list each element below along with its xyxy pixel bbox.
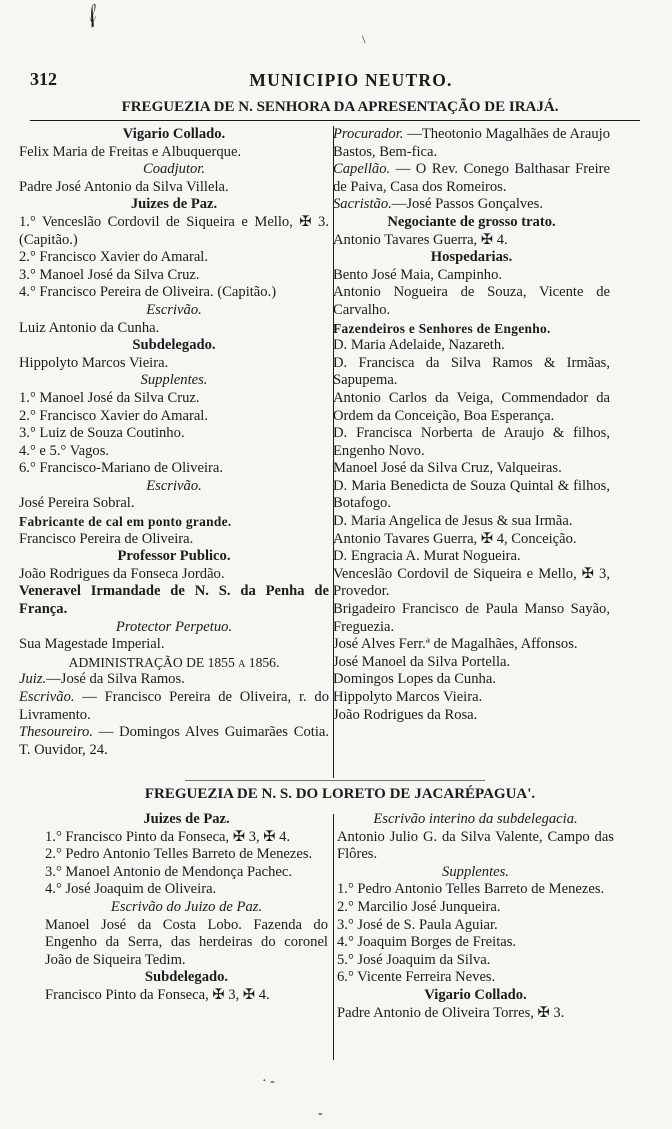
entry-line: João Rodrigues da Rosa.	[333, 706, 478, 723]
entry-line: 1.° Manoel José da Silva Cruz.	[19, 389, 200, 406]
role-heading: Supplentes.	[442, 863, 509, 880]
section-heading: Subdelegado.	[144, 969, 229, 986]
role-heading: Escrivão.	[146, 301, 202, 318]
role-label: Procurador.	[333, 126, 404, 142]
entry-line: Padre José Antonio da Silva Villela.	[19, 178, 229, 195]
role-label: Juiz.	[19, 671, 47, 688]
entry-line: Sua Magestade Imperial.	[19, 636, 165, 653]
section-heading: Juizes de Paz.	[143, 811, 230, 827]
entry-line: 3.° Luiz de Souza Coutinho.	[19, 425, 185, 442]
bottom-mark-2: -	[318, 1106, 323, 1121]
entry-line: 2.° Pedro Antonio Telles Barreto de Menezes.	[45, 846, 313, 863]
role-label: Capellão.	[333, 161, 391, 178]
section-heading: Subdelegado.	[132, 337, 216, 354]
entry-line: 4.° Francisco Pereira de Oliveira. (Capitão.)	[19, 284, 277, 301]
entry-line: D. Maria Adelaide, Nazareth.	[333, 337, 505, 354]
role-heading: Coadjutor.	[142, 161, 206, 178]
entry-line: Antonio Nogueira de Souza, Vicente de Carvalho.	[333, 284, 610, 318]
entry-line: Brigadeiro Francisco de Paula Manso Sayão, Freguezia.	[333, 601, 610, 635]
role-heading: Protector Perpetuo.	[115, 618, 233, 635]
entry-line: 4.° José Joaquim de Oliveira.	[45, 881, 217, 898]
entry-line: D. Maria Benedicta de Souza Quintal & filhos, Botafogo.	[333, 477, 610, 512]
role-value: —José Passos Gonçalves.	[391, 196, 543, 213]
entry-line: 3.° Manoel Antonio de Mendonça Pachec.	[45, 863, 292, 880]
entry-line: 2.° Francisco Xavier do Amaral.	[19, 407, 209, 424]
section1-left-column	[19, 126, 329, 759]
role-entry	[19, 724, 329, 759]
tick-mark: \	[362, 32, 366, 46]
entry-line: 4.° e 5.° Vagos.	[19, 442, 110, 459]
role-entry	[333, 196, 610, 214]
entry-line: José Pereira Sobral.	[19, 495, 135, 512]
section2-right-column	[337, 811, 614, 1022]
section1-right-column	[333, 126, 610, 724]
entry-line: D. Engracia A. Murat Nogueira.	[333, 548, 521, 565]
role-value: — Domingos Alves Guimarães Cotia. T. Ouvidor, 24.	[19, 724, 329, 758]
role-label: Sacristão.	[333, 196, 392, 213]
entry-line: Francisco Pereira de Oliveira.	[19, 530, 194, 547]
role-heading: Supplentes.	[140, 372, 208, 389]
section1-title: FREGUEZIA DE N. SENHORA DA APRESENTAÇÃO DE IRAJÁ.	[121, 99, 559, 115]
entry-line: 6.° Francisco-Mariano de Oliveira.	[19, 460, 223, 477]
entry-line: Domingos Lopes da Cunha.	[333, 671, 496, 688]
entry-line: Antonio Tavares Guerra, ✠ 4.	[333, 231, 508, 248]
section-separator-rule	[185, 780, 485, 781]
section2-column-divider	[333, 814, 334, 1060]
entry-line: Francisco Pinto da Fonseca, ✠ 3, ✠ 4.	[45, 986, 270, 1003]
entry-line: Bento José Maia, Campinho.	[333, 266, 503, 283]
entry-line: 6.° Vicente Ferreira Neves.	[337, 969, 496, 986]
section2-left-column	[45, 811, 328, 1005]
entry-line: Antonio Carlos da Veiga, Commendador da Ordem da Conceição, Boa Esperança.	[333, 389, 610, 424]
section-heading: Fazendeiros e Senhores de Engenho.	[333, 320, 551, 336]
entry-line: Hippolyto Marcos Vieira.	[19, 354, 169, 371]
entry-line: João Rodrigues da Fonseca Jordão.	[19, 565, 225, 582]
entry-line: 1.° Francisco Pinto da Fonseca, ✠ 3, ✠ 4.	[45, 828, 291, 845]
entry-line: Padre Antonio de Oliveira Torres, ✠ 3.	[337, 1004, 565, 1021]
entry-line: Felix Maria de Freitas e Albuquerque.	[19, 143, 242, 160]
section2-title: FREGUEZIA DE N. S. DO LORETO DE JACARÉPAGUA'.	[144, 786, 536, 802]
section-heading: Hospedarias.	[430, 249, 513, 266]
role-value: —José da Silva Ramos.	[46, 671, 185, 688]
entry-line: 2.° Marcilio José Junqueira.	[337, 898, 501, 915]
entry-line: 3.° Manoel José da Silva Cruz.	[19, 266, 200, 283]
entry-line: Hippolyto Marcos Vieira.	[333, 689, 483, 705]
section-heading: Vigario Collado.	[122, 126, 226, 142]
entry-line: 5.° José Joaquim da Silva.	[337, 951, 491, 968]
entry-line: D. Francisca Norberta de Araujo & filhos, Engenho Novo.	[333, 425, 610, 459]
role-label: Thesoureiro.	[19, 724, 93, 741]
entry-line: 4.° Joaquim Borges de Freitas.	[337, 934, 517, 951]
entry-line: Antonio Julio G. da Silva Valente, Campo das Flôres.	[337, 828, 614, 863]
role-value: — Francisco Pereira de Oliveira, r. do Livramento.	[19, 689, 329, 723]
entry-line: José Alves Ferr.ª de Magalhães, Affonsos.	[333, 636, 578, 653]
entry-line: 1.° Pedro Antonio Telles Barreto de Menezes.	[337, 881, 605, 898]
role-heading: Escrivão interino da subdelegacia.	[373, 811, 578, 827]
entry-line: José Manoel da Silva Portella.	[333, 653, 511, 670]
role-entry	[19, 671, 329, 689]
section1-title-rule	[30, 120, 640, 121]
administration-heading: ADMINISTRAÇÃO DE 1855 a 1856.	[68, 654, 280, 670]
entry-line: Manoel José da Costa Lobo. Fazenda do Engenho da Serra, das herdeiras do coronel João de Siqueira Tedim.	[45, 916, 328, 968]
section-heading: Professor Publico.	[117, 548, 231, 565]
role-entry	[333, 161, 610, 196]
entry-line: Manoel José da Silva Cruz, Valqueiras.	[333, 460, 562, 477]
entry-line: 3.° José de S. Paula Aguiar.	[337, 916, 498, 933]
entry-line: Luiz Antonio da Cunha.	[19, 319, 160, 336]
entry-line: Venceslão Cordovil de Siqueira e Mello, ✠ 3, Provedor.	[333, 565, 610, 600]
section-heading: Negociante de grosso trato.	[387, 213, 556, 230]
entry-line: 2.° Francisco Xavier do Amaral.	[19, 249, 209, 266]
role-heading: Escrivão do Juizo de Paz.	[110, 898, 263, 915]
entry-line: 1.° Venceslão Cordovil de Siqueira e Mello, ✠ 3. (Capitão.)	[19, 213, 329, 248]
role-entry	[19, 689, 329, 724]
running-title: MUNICIPIO NEUTRO.	[249, 70, 453, 90]
role-value: — O Rev. Conego Balthasar Freire de Paiva, Casa dos Romeiros.	[333, 161, 610, 195]
section-heading: Juizes de Paz.	[130, 196, 218, 213]
role-heading: Escrivão.	[146, 477, 202, 494]
pen-mark: 𝒻	[79, 1, 101, 28]
bottom-mark: · -	[262, 1074, 275, 1089]
section-heading: Veneravel Irmandade de N. S. da Penha de França.	[19, 583, 329, 618]
section-heading: Vigario Collado.	[424, 986, 527, 1003]
role-label: Escrivão.	[19, 689, 75, 705]
role-value: —Theotonio Magalhães de Araujo Bastos, Bem-fica.	[333, 126, 610, 160]
entry-line: Antonio Tavares Guerra, ✠ 4, Conceição.	[333, 530, 577, 547]
role-entry	[333, 126, 610, 161]
section-heading: Fabricante de cal em ponto grande.	[19, 514, 232, 530]
page-number: 312	[30, 69, 57, 89]
entry-line: D. Maria Angelica de Jesus & sua Irmãa.	[333, 513, 573, 530]
entry-line: D. Francisca da Silva Ramos & Irmãas, Sapupema.	[333, 354, 610, 389]
